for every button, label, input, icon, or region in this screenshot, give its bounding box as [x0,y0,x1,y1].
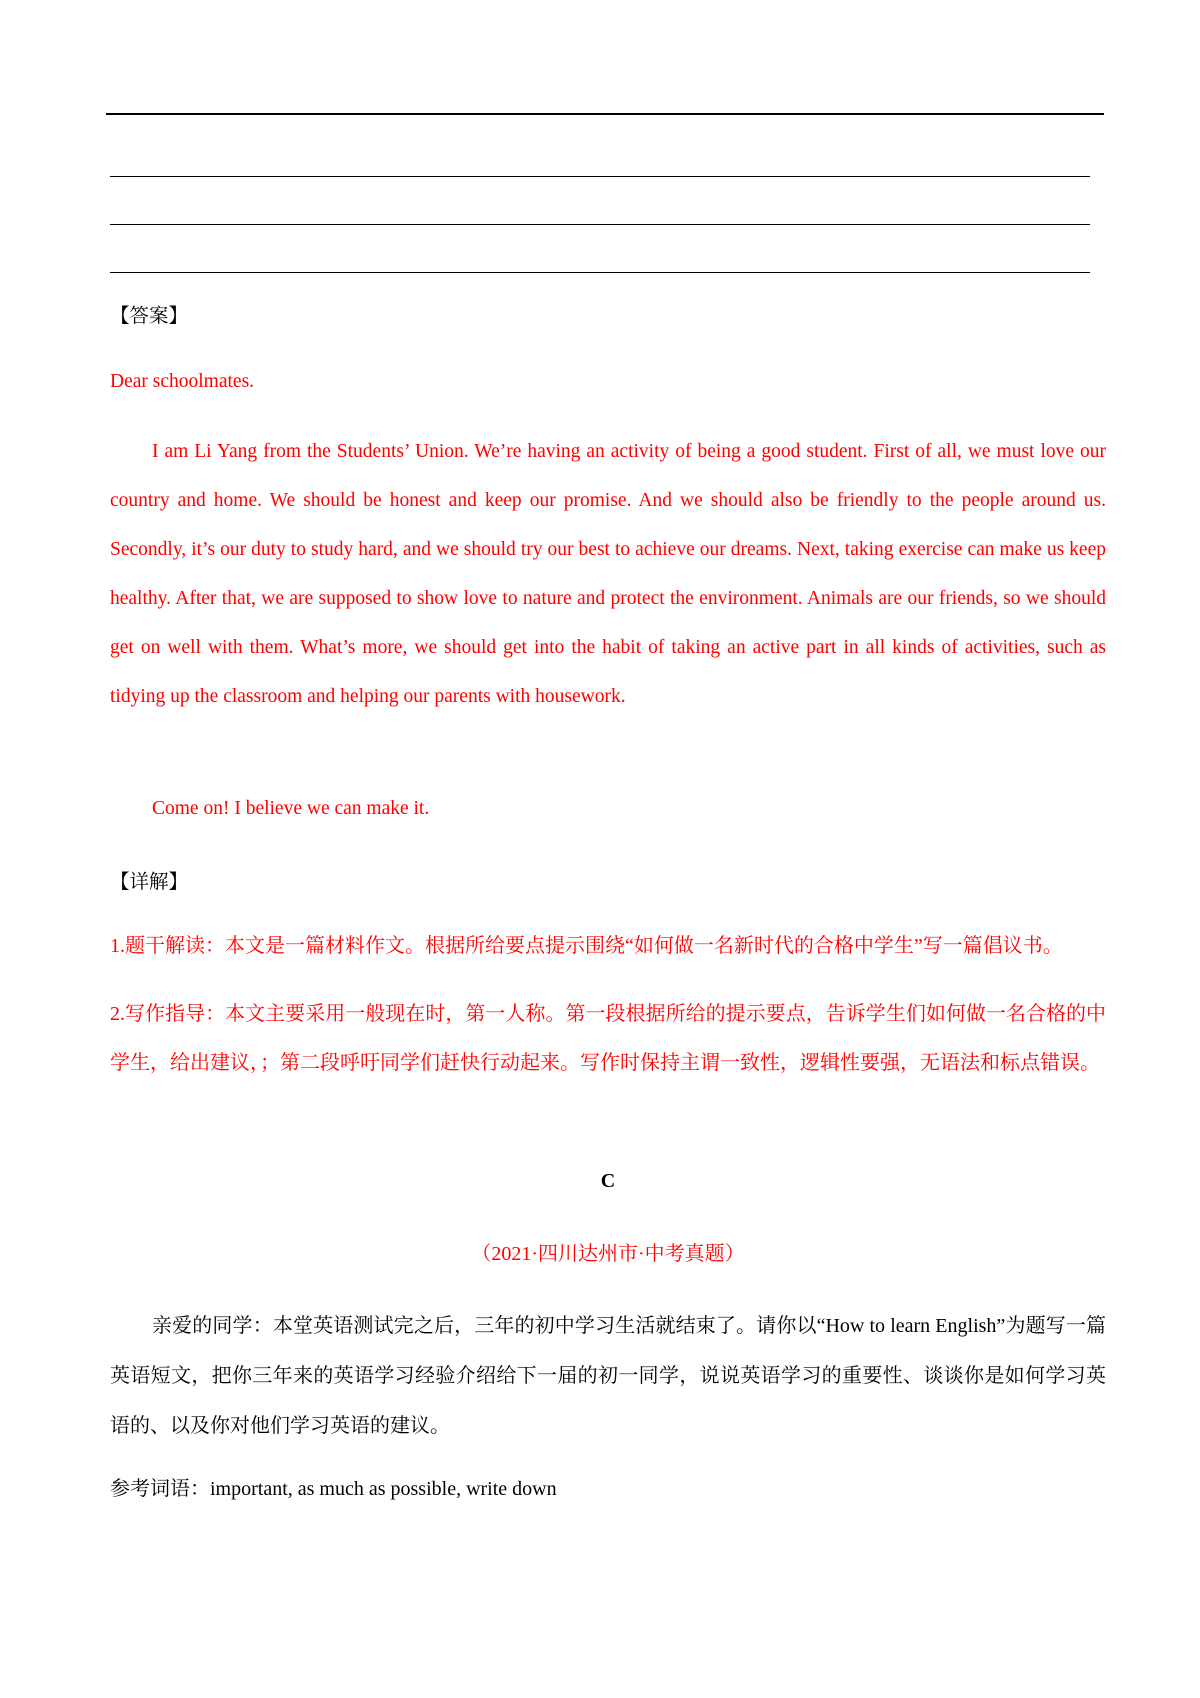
letter-body: I am Li Yang from the Students’ Union. We’re having an activity of being a good student. First of all, we must love our country and home. We should be honest and keep our promise. And we should also be friendly to the people around us. Secondly, it’s our duty to study hard, and we should try our best to achieve our dreams. Next, taking exercise can make us keep healthy. After that, we are supposed to show love to nature and protect the environment. Animals are our friends, so we should get on well with them. What’s more, we should get into the habit of taking an active part in all kinds of activities, such as tidying up the classroom and helping our parents with housework. [110,441,1106,707]
answer-label: 【答案】 [110,306,189,327]
letter-greeting: Dear schoolmates. [110,371,255,392]
writing-line [106,113,1104,115]
detail-label: 【详解】 [110,872,189,893]
detail-item-2: 2.写作指导：本文主要采用一般现在时，第一人称。第一段根据所给的提示要点，告诉学生们如何做一名合格的中学生，给出建议，；第二段呼吁同学们赶快行动起来。写作时保持主谓一致性，逻辑性要强，无语法和标点错误。 [110,1003,1106,1074]
detail-item-1: 1.题干解读：本文是一篇材料作文。根据所给要点提示围绕“如何做一名新时代的合格中学生”写一篇倡议书。 [110,935,1063,957]
section-heading: C [600,1170,616,1192]
writing-line [110,224,1090,225]
reference-words: 参考词语：important, as much as possible, write down [110,1478,557,1500]
writing-line [110,176,1090,177]
letter-closing: Come on! I believe we can make it. [152,798,430,819]
writing-prompt: 亲爱的同学：本堂英语测试完之后，三年的初中学习生活就结束了。请你以“How to learn English”为题写一篇英语短文，把你三年来的英语学习经验介绍给下一届的初一同学，说说英语学习的重要性、谈谈你是如何学习英语的、以及你对他们学习英语的建议。 [110,1315,1106,1437]
writing-line [110,272,1090,273]
question-source: （2021·四川达州市·中考真题） [471,1243,745,1265]
